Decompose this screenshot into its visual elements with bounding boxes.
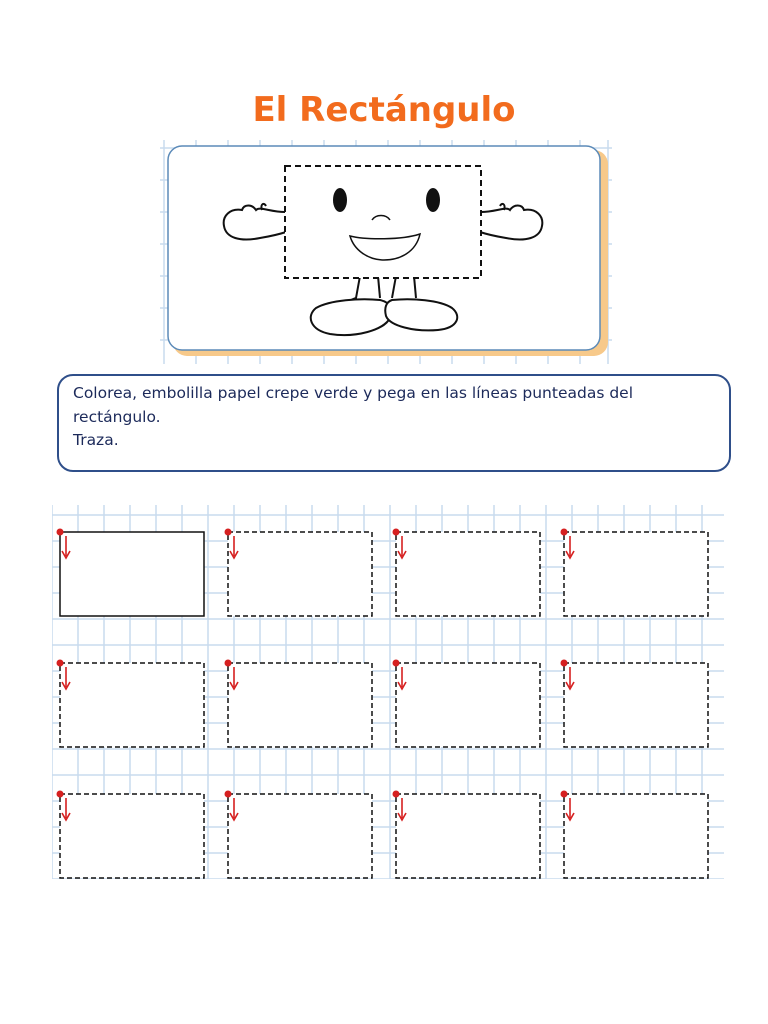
example-rectangle <box>60 532 204 616</box>
start-dot-icon <box>225 791 232 798</box>
trace-rectangle <box>564 794 708 878</box>
trace-rectangle <box>564 532 708 616</box>
start-dot-icon <box>57 660 64 667</box>
page-title: El Rectángulo <box>252 90 516 130</box>
start-dot-icon <box>57 791 64 798</box>
instructions-box <box>57 374 731 472</box>
instructions-trace: Traza. <box>73 431 119 449</box>
trace-rectangle <box>228 794 372 878</box>
start-dot-icon <box>393 791 400 798</box>
trace-rectangle <box>396 794 540 878</box>
start-dot-icon <box>393 529 400 536</box>
start-dot-icon <box>561 529 568 536</box>
trace-rectangle <box>564 663 708 747</box>
trace-rectangle <box>396 532 540 616</box>
start-dot-icon <box>393 660 400 667</box>
start-dot-icon <box>225 660 232 667</box>
trace-rectangle <box>396 663 540 747</box>
start-dot-icon <box>57 529 64 536</box>
tracing-grid <box>52 505 724 879</box>
start-dot-icon <box>225 529 232 536</box>
trace-rectangle <box>60 794 204 878</box>
rectangle-character-illustration <box>160 140 612 364</box>
instructions-text: Colorea, embolilla papel crepe verde y pega en las líneas punteadas del rectángulo. <box>73 384 633 426</box>
start-dot-icon <box>561 660 568 667</box>
trace-rectangle <box>60 663 204 747</box>
trace-rectangle <box>228 663 372 747</box>
trace-rectangle <box>228 532 372 616</box>
start-dot-icon <box>561 791 568 798</box>
